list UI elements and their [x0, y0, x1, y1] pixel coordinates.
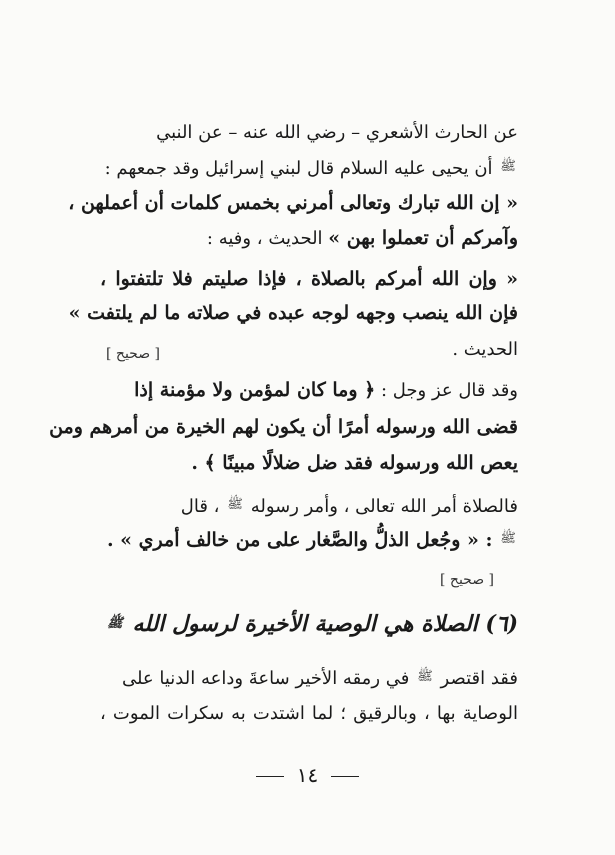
hadith-line [68, 186, 518, 220]
grade-label: [ صحيح ] [440, 572, 495, 588]
quran-text: ﴿ وما كان لمؤمن ولا مؤمنة إذا [134, 379, 376, 401]
text-segment: الوصاية بها ، وبالرقيق ؛ لما اشتدت به سكرات الموت ، [100, 703, 518, 724]
text-line [100, 697, 518, 731]
text-segment: ، قال [180, 496, 220, 517]
text-line [100, 116, 518, 150]
hadith-text: « وإن الله أمركم بالصلاة ، فإذا صليتم فلا تلتفتوا ، [100, 268, 518, 290]
divider [256, 776, 284, 777]
text-segment: أن يحيى عليه السلام قال لبني إسرائيل وقد جمعهم : [104, 158, 493, 179]
text-segment: عن الحارث الأشعري – رضي الله عنه – عن النبي [156, 122, 518, 143]
text-line [100, 333, 518, 367]
text-line [100, 150, 518, 184]
page-number-value: ١٤ [296, 763, 319, 787]
quran-line [100, 446, 518, 480]
text-segment: في رمقه الأخير ساعةَ وداعه الدنيا على [121, 668, 410, 689]
hadith-line [100, 262, 518, 296]
hadith-text: وآمركم أن تعملوا بهن » [328, 227, 518, 249]
quran-line [49, 410, 518, 444]
hadith-text: : « وجُعل الذلُّ والصَّغار على من خالف أمري » . [106, 529, 493, 551]
text-segment: الحديث ، وفيه : [206, 228, 323, 249]
text-line [100, 488, 518, 522]
honorific-glyph: ﷺ [500, 159, 516, 174]
section-number: (٦) [485, 611, 518, 637]
quran-text: قضى الله ورسوله أمرًا أن يكون لهم الخيرة من أمرهم ومن [49, 416, 518, 438]
text-line [100, 373, 518, 407]
honorific-glyph: ﷺ [500, 531, 516, 546]
text-line [100, 522, 518, 556]
hadith-line [68, 296, 518, 330]
grade-label: [ صحيح ] [106, 346, 161, 362]
page-number [0, 760, 615, 790]
honorific-glyph: ﷺ [107, 616, 123, 631]
divider [331, 776, 359, 777]
text-line [100, 660, 518, 694]
honorific-glyph: ﷺ [417, 669, 433, 684]
hadith-text: « إن الله تبارك وتعالى أمرني بخمس كلمات أن أعملهن ، [68, 192, 518, 214]
text-segment: فالصلاة أمر الله تعالى ، وأمر رسوله [250, 496, 518, 517]
quran-text: يعص الله ورسوله فقد ضل ضلالًا مبينًا ﴾ . [191, 452, 518, 474]
text-segment: الحديث . [452, 339, 518, 360]
text-segment: وقد قال عز وجل : [381, 380, 518, 401]
hadith-text: فإن الله ينصب وجهه لوجه عبده في صلاته ما لم يلتفت » [68, 302, 518, 324]
section-heading [100, 604, 518, 644]
honorific-glyph: ﷺ [227, 497, 243, 512]
text-line [100, 221, 518, 255]
section-title: الصلاة هي الوصية الأخيرة لرسول الله [132, 611, 478, 637]
text-segment: فقد اقتصر [440, 668, 518, 689]
